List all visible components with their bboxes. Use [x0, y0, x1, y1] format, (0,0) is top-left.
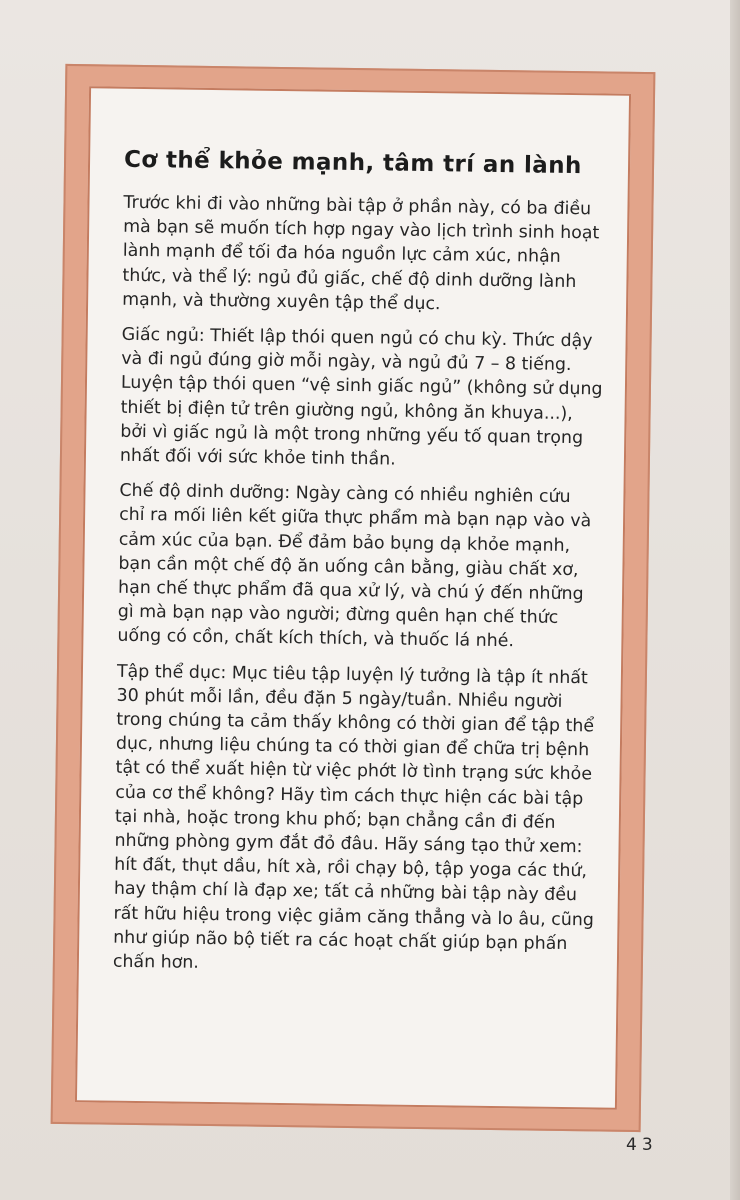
page-edge — [730, 0, 740, 1200]
paragraph-exercise: Tập thể dục: Mục tiêu tập luyện lý tưởng là tập ít nhất 30 phút mỗi lần, đều đặn 5 ngày/tuần. Nhiều người trong chúng ta cảm thấy không có thời gian để tập thể dục, nhưng liệu chúng ta có thời gian để chữa trị bệnh tật có thể xuất hiện từ việc phớt lờ tình trạng sức khỏe của cơ thể không? Hãy tìm cách thực hiện các bài tập tại nhà, hoặc trong khu phố; bạn chẳng cần đi đến những phòng gym đắt đỏ đâu. Hãy sáng tạo thử xem: hít đất, thụt dầu, hít xà, rồi chạy bộ, tập yoga các thứ, hay thậm chí là đạp xe; tất cả những bài tập này đều rất hữu hiệu trong việc giảm căng thẳng và lo âu, cũng như giúp não bộ tiết ra các hoạt chất giúp bạn phấn chấn hơn. — [112, 661, 595, 973]
paragraph-sleep: Giấc ngủ: Thiết lập thói quen ngủ có chu kỳ. Thức dậy và đi ngủ đúng giờ mỗi ngày, và ngủ đủ 7 – 8 tiếng. Luyện tập thói quen “vệ sinh giấc ngủ” (không sử dụng thiết bị điện tử trên giường ngủ, không ăn khuya...), bởi vì giấc ngủ là một trong những yếu tố quan trọng nhất đối với sức khỏe tinh thần. — [119, 324, 603, 470]
sidebar-box — [75, 86, 631, 1109]
paragraph-intro: Trước khi đi vào những bài tập ở phần này, có ba điều mà bạn sẽ muốn tích hợp ngay vào lịch trình sinh hoạt lành mạnh để tối đa hóa nguồn lực cảm xúc, nhận thức, và thể lý: ngủ đủ giấc, chế độ dinh dưỡng lành mạnh, và thường xuyên tập thể dục. — [122, 192, 600, 315]
page-number: 43 — [626, 1135, 658, 1155]
paragraph-nutrition: Chế độ dinh dưỡng: Ngày càng có nhiều nghiên cứu chỉ ra mối liên kết giữa thực phẩm mà bạn nạp vào và cảm xúc của bạn. Để đảm bảo bụng dạ khỏe mạnh, bạn cần một chế độ ăn uống cân bằng, giàu chất xơ, hạn chế thực phẩm đã qua xử lý, và chú ý đến những gì mà bạn nạp vào người; đừng quên hạn chế thức uống có cồn, chất kích thích, và thuốc lá nhé. — [117, 480, 592, 652]
sidebar-box-frame — [51, 64, 656, 1132]
box-title: Cơ thể khỏe mạnh, tâm trí an lành — [123, 146, 582, 180]
